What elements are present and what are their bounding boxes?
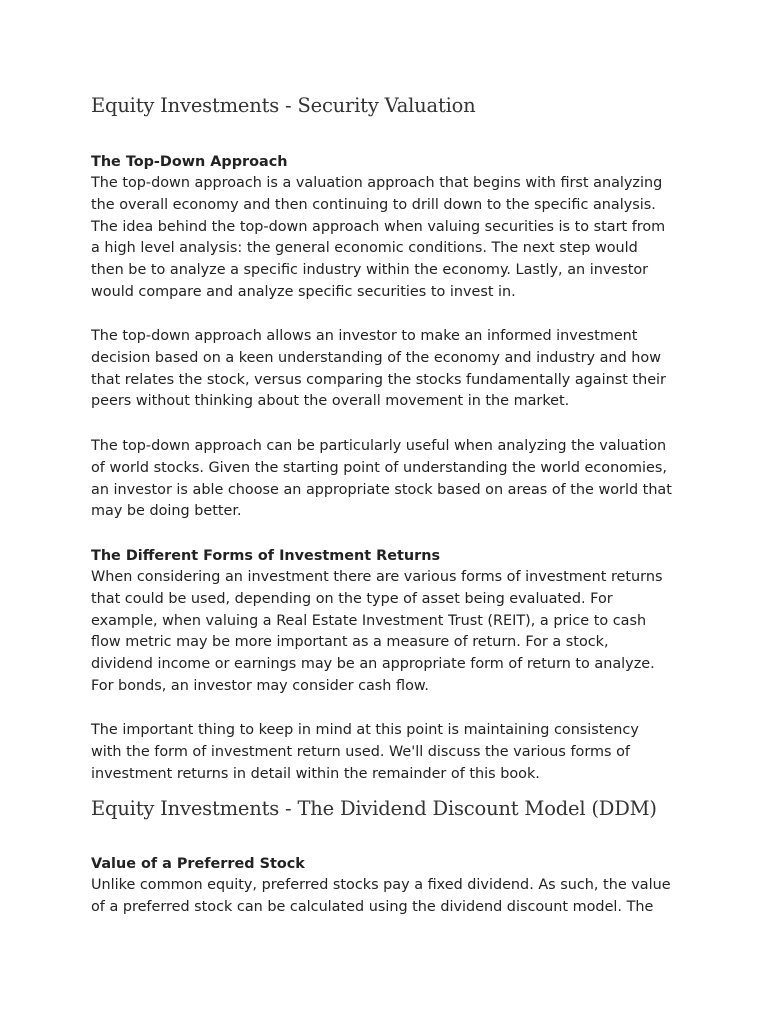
- subsection-heading: The Different Forms of Investment Returns: [91, 548, 441, 564]
- text-line: an investor is able choose an appropriate stock based on areas of the world that: [91, 481, 672, 498]
- text-line: would compare and analyze specific securities to invest in.: [91, 283, 516, 300]
- text-line: Unlike common equity, preferred stocks pay a fixed dividend. As such, the value: [91, 877, 671, 893]
- text-line: of a preferred stock can be calculated using the dividend discount model. The: [91, 898, 654, 915]
- text-line: The top-down approach allows an investor to make an informed investment: [91, 328, 638, 344]
- text-line: of world stocks. Given the starting point of understanding the world economies,: [91, 459, 667, 476]
- text-line: dividend income or earnings may be an appropriate form of return to analyze.: [91, 656, 655, 673]
- paragraph: [91, 567, 662, 698]
- paragraph: [91, 173, 665, 304]
- text-line: peers without thinking about the overall movement in the market.: [91, 393, 570, 410]
- text-line: may be doing better.: [91, 503, 242, 520]
- text-line: decision based on a keen understanding of the economy and industry and how: [91, 349, 661, 366]
- text-line: then be to analyze a specific industry within the economy. Lastly, an investor: [91, 262, 649, 279]
- section-title: Equity Investments - Security Valuation: [91, 94, 476, 117]
- section-title: Equity Investments - The Dividend Discount Model (DDM): [91, 797, 657, 820]
- subsection-heading: The Top-Down Approach: [91, 154, 288, 170]
- text-line: example, when valuing a Real Estate Investment Trust (REIT), a price to cash: [91, 612, 647, 629]
- text-line: with the form of investment return used. We'll discuss the various forms of: [91, 743, 630, 760]
- text-line: a high level analysis: the general economic conditions. The next step would: [91, 240, 638, 257]
- text-line: the overall economy and then continuing to drill down to the specific analysis.: [91, 196, 656, 213]
- text-line: flow metric may be more important as a measure of return. For a stock,: [91, 634, 609, 651]
- paragraph: [91, 326, 666, 413]
- paragraph: [91, 436, 672, 523]
- text-line: investment returns in detail within the remainder of this book.: [91, 765, 540, 782]
- text-line: For bonds, an investor may consider cash flow.: [91, 677, 429, 694]
- text-line: The important thing to keep in mind at this point is maintaining consistency: [91, 722, 639, 738]
- text-line: The top-down approach can be particularly useful when analyzing the valuation: [91, 438, 667, 454]
- text-line: When considering an investment there are various forms of investment returns: [91, 569, 663, 585]
- text-line: that relates the stock, versus comparing the stocks fundamentally against their: [91, 371, 666, 388]
- subsection-heading: Value of a Preferred Stock: [91, 856, 305, 872]
- text-line: The idea behind the top-down approach when valuing securities is to start from: [91, 218, 666, 235]
- paragraph: [91, 720, 639, 785]
- text-line: that could be used, depending on the type of asset being evaluated. For: [91, 590, 613, 607]
- text-line: The top-down approach is a valuation approach that begins with first analyzing: [91, 175, 663, 191]
- paragraph: [91, 875, 671, 919]
